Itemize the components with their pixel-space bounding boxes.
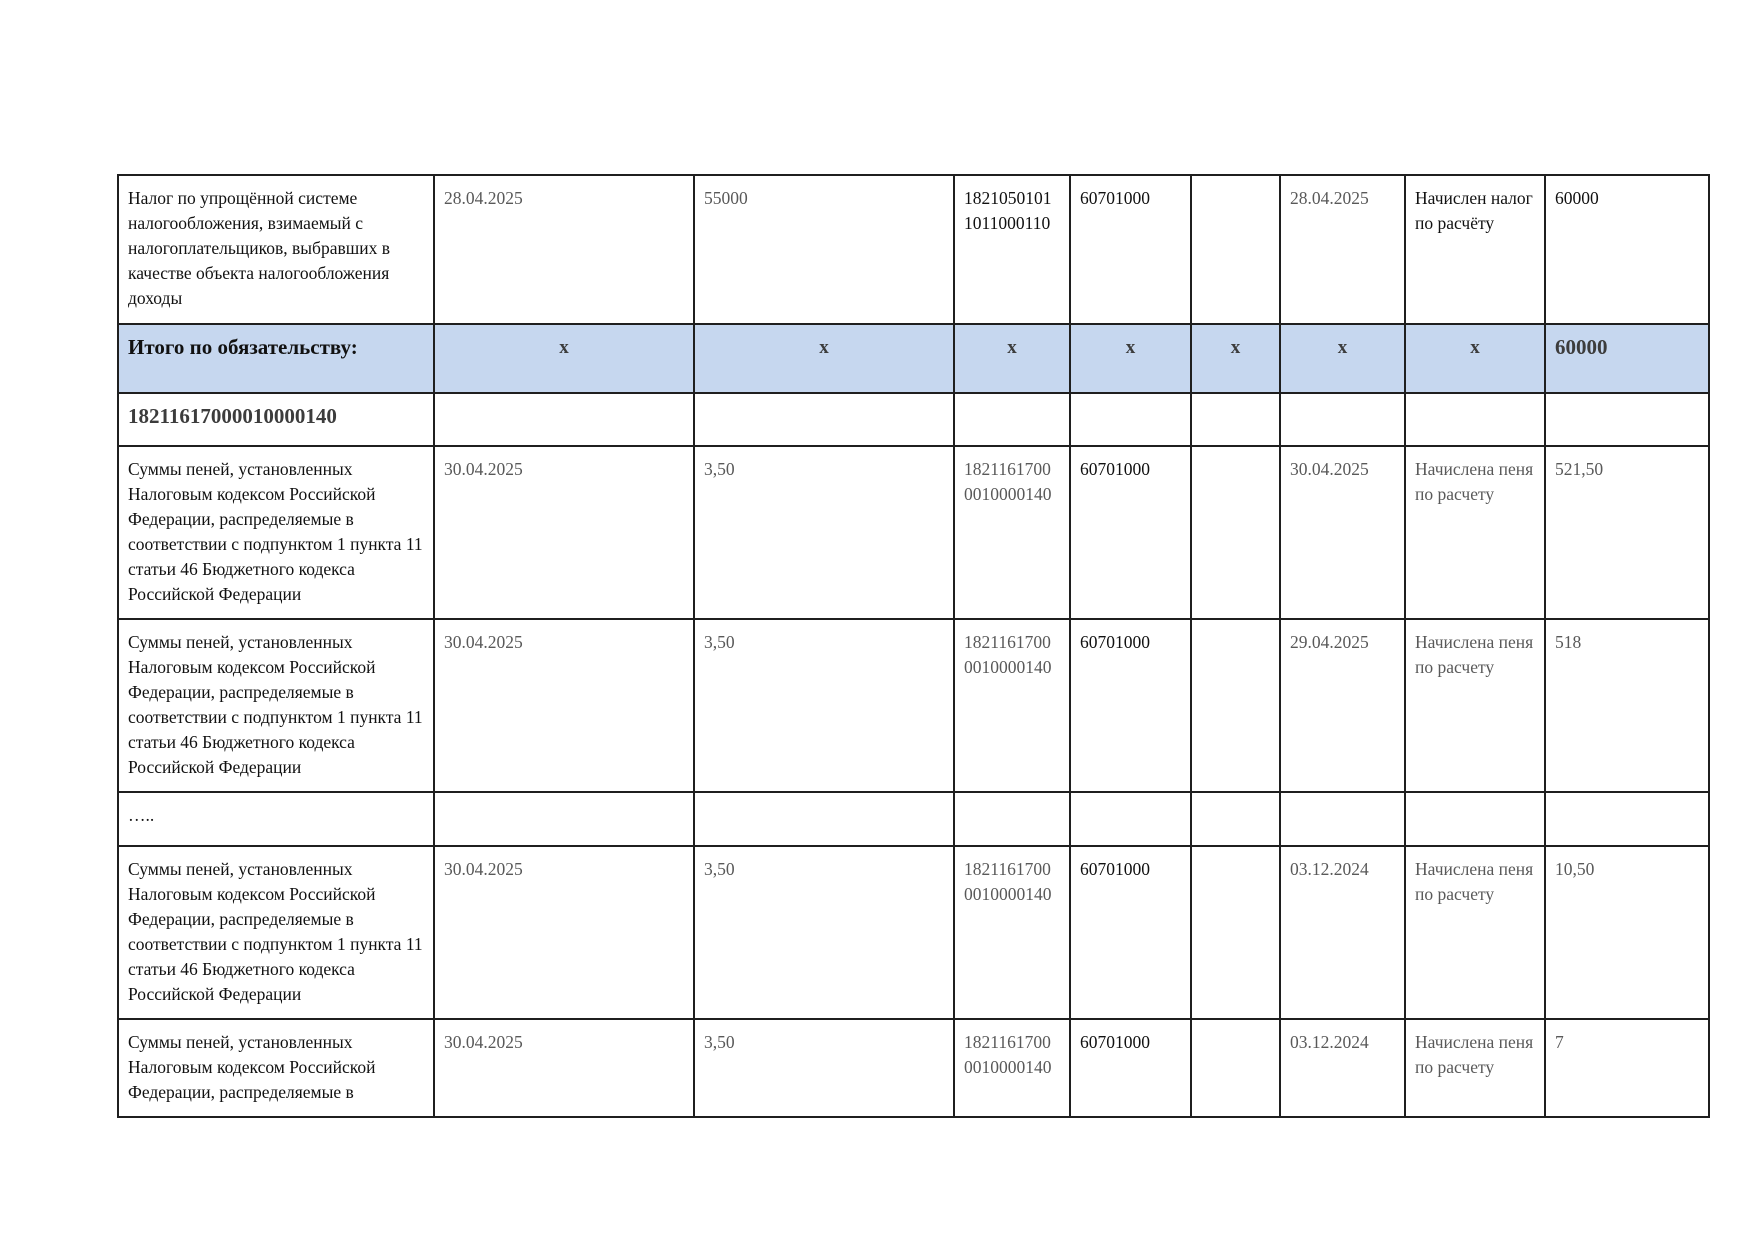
ellipsis-row bbox=[118, 792, 1709, 846]
oktmo-cell: 60701000 bbox=[1070, 846, 1191, 1019]
empty-cell bbox=[1191, 1019, 1280, 1117]
date-cell: 30.04.2025 bbox=[434, 619, 694, 792]
operation-cell: Начислена пеня по расчету bbox=[1405, 619, 1545, 792]
total-sum: 60000 bbox=[1545, 324, 1709, 393]
empty-cell bbox=[1191, 393, 1280, 446]
operation-cell: Начислена пеня по расчету bbox=[1405, 1019, 1545, 1117]
tax-obligations-table bbox=[117, 174, 1710, 1118]
kbk-part: 1821161700 bbox=[964, 459, 1051, 479]
payment-name: Налог по упрощённой системе налогообложения, взимаемый с налогоплательщиков, выбравших в качестве объекта налогообложения доходы bbox=[118, 175, 434, 324]
empty-cell bbox=[694, 393, 954, 446]
empty-cell bbox=[434, 393, 694, 446]
kbk-part: 1821161700 bbox=[964, 1032, 1051, 1052]
empty-cell bbox=[1070, 393, 1191, 446]
kbk-part: 0010000140 bbox=[964, 884, 1052, 904]
empty-cell bbox=[1545, 792, 1709, 846]
payment-name: Суммы пеней, установленных Налоговым кодексом Российской Федерации, распределяемые в соответствии с подпунктом 1 пункта 11 статьи 46 Бюджетного кодекса Российской Федерации bbox=[118, 846, 434, 1019]
empty-cell bbox=[1191, 446, 1280, 619]
total-row bbox=[118, 324, 1709, 393]
kbk-part: 1821050101 bbox=[964, 188, 1052, 208]
empty-cell bbox=[1405, 393, 1545, 446]
date-cell: 28.04.2025 bbox=[434, 175, 694, 324]
sum-cell: 10,50 bbox=[1545, 846, 1709, 1019]
empty-cell bbox=[1070, 792, 1191, 846]
table-row bbox=[118, 175, 1709, 324]
amount-cell: 55000 bbox=[694, 175, 954, 324]
empty-cell bbox=[1191, 792, 1280, 846]
empty-cell bbox=[694, 792, 954, 846]
kbk-cell bbox=[954, 175, 1070, 324]
kbk-part: 1821161700 bbox=[964, 859, 1051, 879]
empty-cell bbox=[954, 792, 1070, 846]
sum-cell: 518 bbox=[1545, 619, 1709, 792]
table-row bbox=[118, 446, 1709, 619]
date-cell: 28.04.2025 bbox=[1280, 175, 1405, 324]
sum-cell: 7 bbox=[1545, 1019, 1709, 1117]
x-mark: x bbox=[434, 324, 694, 393]
date-cell: 30.04.2025 bbox=[434, 446, 694, 619]
date-cell: 29.04.2025 bbox=[1280, 619, 1405, 792]
kbk-cell bbox=[954, 446, 1070, 619]
amount-cell: 3,50 bbox=[694, 446, 954, 619]
empty-cell bbox=[1280, 393, 1405, 446]
empty-cell bbox=[1191, 175, 1280, 324]
empty-cell bbox=[954, 393, 1070, 446]
kbk-cell bbox=[954, 619, 1070, 792]
empty-cell bbox=[1405, 792, 1545, 846]
sum-cell: 521,50 bbox=[1545, 446, 1709, 619]
empty-cell bbox=[1191, 846, 1280, 1019]
x-mark: x bbox=[1070, 324, 1191, 393]
payment-name: Суммы пеней, установленных Налоговым кодексом Российской Федерации, распределяемые в соответствии с подпунктом 1 пункта 11 статьи 46 Бюджетного кодекса Российской Федерации bbox=[118, 619, 434, 792]
kbk-part: 0010000140 bbox=[964, 657, 1052, 677]
kbk-header-row bbox=[118, 393, 1709, 446]
ellipsis: ….. bbox=[118, 792, 434, 846]
oktmo-cell: 60701000 bbox=[1070, 619, 1191, 792]
table-row bbox=[118, 619, 1709, 792]
operation-cell: Начислена пеня по расчету bbox=[1405, 846, 1545, 1019]
kbk-cell bbox=[954, 1019, 1070, 1117]
payment-name: Суммы пеней, установленных Налоговым кодексом Российской Федерации, распределяемые в соответствии с подпунктом 1 пункта 11 статьи 46 Бюджетного кодекса Российской Федерации bbox=[118, 446, 434, 619]
empty-cell bbox=[1191, 619, 1280, 792]
x-mark: x bbox=[954, 324, 1070, 393]
empty-cell bbox=[434, 792, 694, 846]
kbk-part: 0010000140 bbox=[964, 1057, 1052, 1077]
date-cell: 30.04.2025 bbox=[1280, 446, 1405, 619]
empty-cell bbox=[1280, 792, 1405, 846]
oktmo-cell: 60701000 bbox=[1070, 175, 1191, 324]
empty-cell bbox=[1545, 393, 1709, 446]
kbk-part: 0010000140 bbox=[964, 484, 1052, 504]
table-row bbox=[118, 846, 1709, 1019]
amount-cell: 3,50 bbox=[694, 846, 954, 1019]
kbk-part: 1821161700 bbox=[964, 632, 1051, 652]
kbk-cell bbox=[954, 846, 1070, 1019]
sum-cell: 60000 bbox=[1545, 175, 1709, 324]
amount-cell: 3,50 bbox=[694, 1019, 954, 1117]
date-cell: 30.04.2025 bbox=[434, 846, 694, 1019]
x-mark: x bbox=[1191, 324, 1280, 393]
oktmo-cell: 60701000 bbox=[1070, 1019, 1191, 1117]
date-cell: 03.12.2024 bbox=[1280, 1019, 1405, 1117]
date-cell: 03.12.2024 bbox=[1280, 846, 1405, 1019]
table-row bbox=[118, 1019, 1709, 1117]
x-mark: x bbox=[694, 324, 954, 393]
amount-cell: 3,50 bbox=[694, 619, 954, 792]
x-mark: x bbox=[1405, 324, 1545, 393]
x-mark: x bbox=[1280, 324, 1405, 393]
total-label: Итого по обязательству: bbox=[118, 324, 434, 393]
kbk-part: 1011000110 bbox=[964, 213, 1051, 233]
oktmo-cell: 60701000 bbox=[1070, 446, 1191, 619]
kbk-header: 18211617000010000140 bbox=[118, 393, 434, 446]
operation-cell: Начислен налог по расчёту bbox=[1405, 175, 1545, 324]
payment-name: Суммы пеней, установленных Налоговым кодексом Российской Федерации, распределяемые в bbox=[118, 1019, 434, 1117]
operation-cell: Начислена пеня по расчету bbox=[1405, 446, 1545, 619]
date-cell: 30.04.2025 bbox=[434, 1019, 694, 1117]
